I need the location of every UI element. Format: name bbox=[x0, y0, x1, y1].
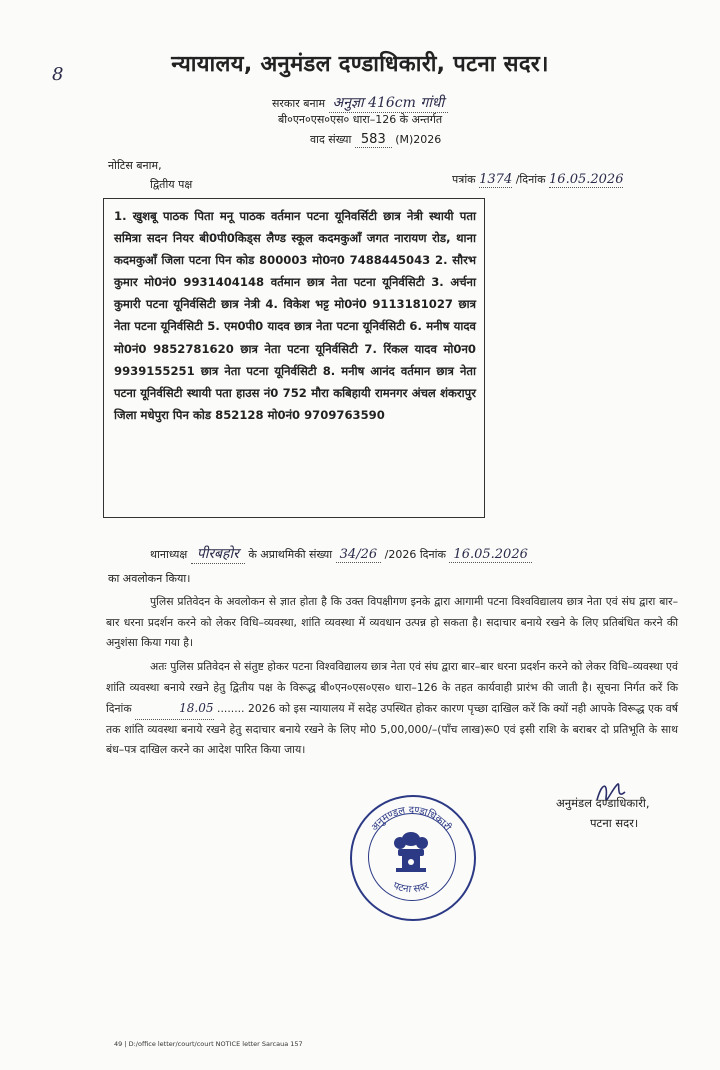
ref-line bbox=[452, 172, 623, 188]
ref-label: पत्रांक bbox=[452, 173, 476, 186]
section-line: बी०एन०एस०एस० धारा–126 के अन्तर्गत bbox=[278, 113, 443, 126]
fir-label: के अप्राथमिकी संख्या bbox=[248, 548, 333, 561]
case-number-line bbox=[310, 132, 441, 148]
svg-text:अनुमण्डल दण्डाधिकारी bbox=[369, 805, 453, 834]
body-paragraph-2: अतः पुलिस प्रतिवेदन से संतुष्ट होकर पटना विश्वविद्यालय छात्र नेता एवं संघ द्वारा बार–बार धरना प्रदर्शन करने को लेकर विधि–व्यवस्था एवं शांति व्यवस्था बनाये रखने हेतु द्वितीय पक्ष के विरूद्ध बी०एन०एस०एस० धारा–126 के तहत कार्यवाही प्रारंभ की जाती है। सूचना निर्गत करें कि दिनांक 18.05 ........ 2026 को इस न्यायालय में सदेह उपस्थित होकर कारण पृच्छा दाखिल करें कि क्यों नही आपके विरूद्ध एक वर्ष तक शांति व्यवस्था बनाये रखने हेतु सदाचार बनाये रखने के लिए मो0 5,00,000/–(पाँच लाख)रू0 एवं इसी राशि के बराबर दो प्रतिभूति के साथ बंध–पत्र दाखिल करने का आदेश पारित किया जाय। bbox=[106, 660, 679, 756]
ref-value: 1374 bbox=[479, 172, 513, 187]
signature-place: पटना सदर। bbox=[590, 816, 639, 830]
case-handwritten: अनुज्ञा 416cm गांधी bbox=[329, 93, 449, 113]
body-paragraph-1: पुलिस प्रतिवेदन के अवलोकन से ज्ञात होता है कि उक्त विपक्षीगण इनके द्वारा आगामी पटना विश्वविद्यालय छात्र नेता एवं संघ द्वारा बार–बार धरना प्रदर्शन करने को लेकर विधि–व्यवस्था, शांति व्यवस्था में व्यवधान उत्पन्न हो सकता है। सदाचार बनाये रखने के लिए प्रतिबंधित करने की अनुशंसा किया गया है। bbox=[106, 595, 678, 649]
case-no-suffix: (M)2026 bbox=[395, 133, 442, 146]
svg-text:पटना सदर bbox=[391, 880, 431, 895]
signature-title: अनुमंडल दण्डाधिकारी, bbox=[556, 796, 650, 810]
party-details-text: 1. खुशबू पाठक पिता मनू पाठक वर्तमान पटना यूनिवर्सिटी छात्र नेत्री स्थायी पता समित्रा सदन नियर बी0पी0किड्स लैण्ड स्कूल कदमकुआँ जगत नारायण रोड, थाना कदमकुआँ जिला पटना पिन कोड 800003 मो0न0 7488445043 2. सौरभ कुमार मो0नं0 9931404148 वर्तमान छात्र नेता पटना यूनिर्वसिटी 3. अर्चना कुमारी पटना यूनिर्वसिटी छात्र नेत्री 4. विकेश भट्ट मो0नं0 9113181027 छात्र नेता पटना यूनिर्वसिटी 5. एम0पी0 यादव छात्र नेता पटना यूनिर्वसिटी 6. मनीष यादव मो0नं0 9852781620 छात्र नेता पटना यूनिर्वसिटी 7. रिंकल यादव मो0न0 9939155251 छात्र नेता पटना यूनिर्वसिटी 8. मनीष आनंद वर्तमान छात्र नेता पटना यूनिर्वसिटी स्थायी पता हाउस नं0 752 मौरा कबिहायी रामनगर अंचल शंकरापुर जिला मधेपुरा पिन कोड 852128 मो0नं0 9709763590 bbox=[114, 209, 476, 422]
official-seal bbox=[350, 795, 476, 921]
seal-top-text: अनुमण्डल दण्डाधिकारी bbox=[369, 804, 453, 834]
case-no-label: वाद संख्या bbox=[310, 133, 352, 146]
station-value: पीरबहोर bbox=[191, 544, 245, 564]
seal-bottom-text: पटना सदर bbox=[391, 880, 431, 896]
seal-emblem-icon bbox=[350, 795, 472, 917]
court-title: न्यायालय, अनुमंडल दण्डाधिकारी, पटना सदर। bbox=[171, 52, 549, 77]
case-line bbox=[272, 93, 448, 113]
margin-mark: 8 bbox=[52, 64, 64, 85]
fir-year: /2026 दिनांक bbox=[384, 548, 446, 561]
notice-party: द्वितीय पक्ष bbox=[150, 178, 193, 191]
appearance-date: 18.05 bbox=[135, 698, 213, 720]
fir-tail: का अवलोकन किया। bbox=[108, 572, 191, 585]
body-paragraph-2b: 2026 को इस न्यायालय में सदेह उपस्थित होकर कारण पृच्छा दाखिल करें कि क्यों नही आपके विरूद्ध एक वर्ष तक शांति व्यवस्था बनाये रखने हेतु सदाचार बनाये रखने के लिए मो0 5,00,000/–(पाँच लाख)रू0 एवं इसी राशि के बराबर दो प्रतिभूति के साथ बंध–पत्र दाखिल करने का आदेश पारित किया जाय। bbox=[106, 702, 679, 756]
case-no-value: 583 bbox=[355, 132, 392, 148]
notice-label: नोटिस बनाम, bbox=[108, 159, 162, 172]
ref-date: 16.05.2026 bbox=[549, 172, 624, 187]
station-label: थानाध्यक्ष bbox=[150, 548, 188, 561]
fir-value: 34/26 bbox=[336, 547, 381, 563]
footer-path: 49 | D:/office letter/court/court NOTICE letter Sarcaua 157 bbox=[114, 1040, 303, 1048]
date-label: /दिनांक bbox=[515, 173, 546, 186]
body-paragraph-2a: अतः पुलिस प्रतिवेदन से संतुष्ट होकर पटना विश्वविद्यालय छात्र नेता एवं संघ द्वारा बार–बार धरना प्रदर्शन करने को लेकर विधि–व्यवस्था एवं शांति व्यवस्था बनाये रखने हेतु द्वितीय पक्ष के विरूद्ध बी०एन०एस०एस० धारा–126 के तहत कार्यवाही प्रारंभ की जाती है। सूचना निर्गत करें कि दिनांक bbox=[106, 660, 678, 715]
fir-date: 16.05.2026 bbox=[449, 547, 531, 563]
case-prefix: सरकार बनाम bbox=[272, 97, 326, 110]
fir-line bbox=[150, 544, 532, 564]
party-details-box bbox=[103, 198, 485, 518]
